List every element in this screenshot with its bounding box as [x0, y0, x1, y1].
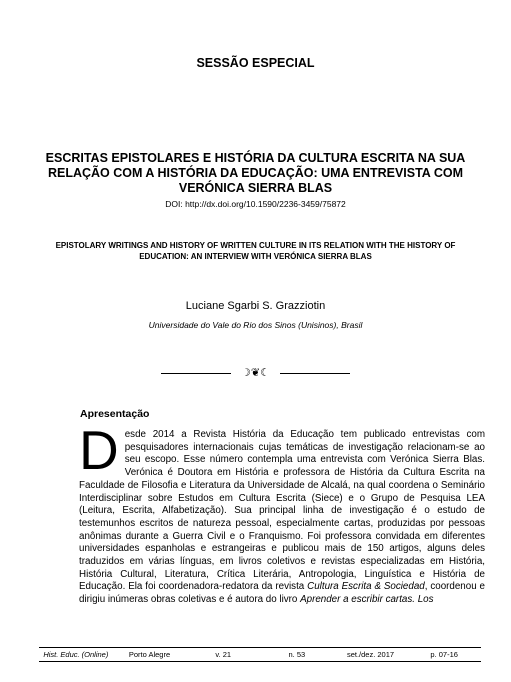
author-affiliation: Universidade do Vale do Rio dos Sinos (Unisinos), Brasil — [148, 320, 363, 330]
drop-cap: D — [79, 419, 119, 481]
section-heading: Apresentação — [80, 408, 150, 420]
section-title: SESSÃO ESPECIAL — [196, 56, 315, 70]
divider-line-right — [280, 373, 350, 374]
body-text — [79, 419, 485, 607]
article-title-en: EPISTOLARY WRITINGS AND HISTORY OF WRITTEN CULTURE IN ITS RELATION WITH THE HISTORY OF EDUCATION: AN INTERVIEW WITH VERÓNICA SIERRA BLAS — [55, 241, 456, 261]
article-title-pt: ESCRITAS EPISTOLARES E HISTÓRIA DA CULTURA ESCRITA NA SUA RELAÇÃO COM A HISTÓRIA DA EDUCAÇÃO: UMA ENTREVISTA COM VERÓNICA SIERRA BLAS — [45, 151, 466, 195]
footer-volume: v. 21 — [215, 650, 232, 659]
fleuron-icon: ☽❦☾ — [241, 367, 270, 379]
body-italic-journal: Cultura Escrita & Sociedad — [307, 581, 425, 593]
page-footer — [39, 647, 481, 662]
divider-line-left — [161, 373, 231, 374]
body-italic-book: Aprender a escribir cartas. Los — [300, 594, 434, 606]
footer-journal: Hist. Educ. (Online) — [43, 650, 109, 659]
doi-link[interactable]: DOI: http://dx.doi.org/10.1590/2236-3459/75872 — [165, 199, 346, 209]
body-paragraph-part: , coordenou e dirigiu inúmeras obras coletivas e é autora do livro — [79, 581, 485, 606]
author-name: Luciane Sgarbi S. Grazziotin — [185, 300, 326, 312]
footer-number: n. 53 — [288, 650, 306, 659]
body-paragraph-part: esde 2014 a Revista História da Educação tem publicado entrevistas com pesquisadores internacionais cujas temáticas de investigação relacionam-se ao seu escopo. Esse número contempla uma entrevista com Verónica Sierra Blas. Verónica é Doutora em História e professora de História da Cultura Escrita na Faculdade de Filosofia e Literatura da Universidade de Alcalá, na qual coordena o Seminário Interdisciplinar sobre Estudos em Cultura Escrita (Siece) e o Grupo de Pesquisa LEA (Leitura, Escrita, Alfabetização). Sua principal linha de investigação é o estudo de testemunhos escritos de natureza pessoal, especialmente cartas, produzidas por pessoas anônimas durante a Guerra Civil e o Franquismo. Foi professora convidada em diferentes universidades espanholas e estrangeiras e publicou mais de 150 artigos, alguns deles traduzidos em várias línguas, em livros coletivos e revistas especializadas em História, História Cultural, Literatura, Crítica Literária, Antropologia, Linguística e História de Educação. Ela foi coordenadora-redatora da revista — [79, 429, 485, 593]
footer-date: set./dez. 2017 — [346, 650, 395, 659]
section-divider — [0, 366, 511, 380]
footer-city: Porto Alegre — [128, 650, 171, 659]
footer-pages: p. 07-16 — [430, 650, 458, 659]
